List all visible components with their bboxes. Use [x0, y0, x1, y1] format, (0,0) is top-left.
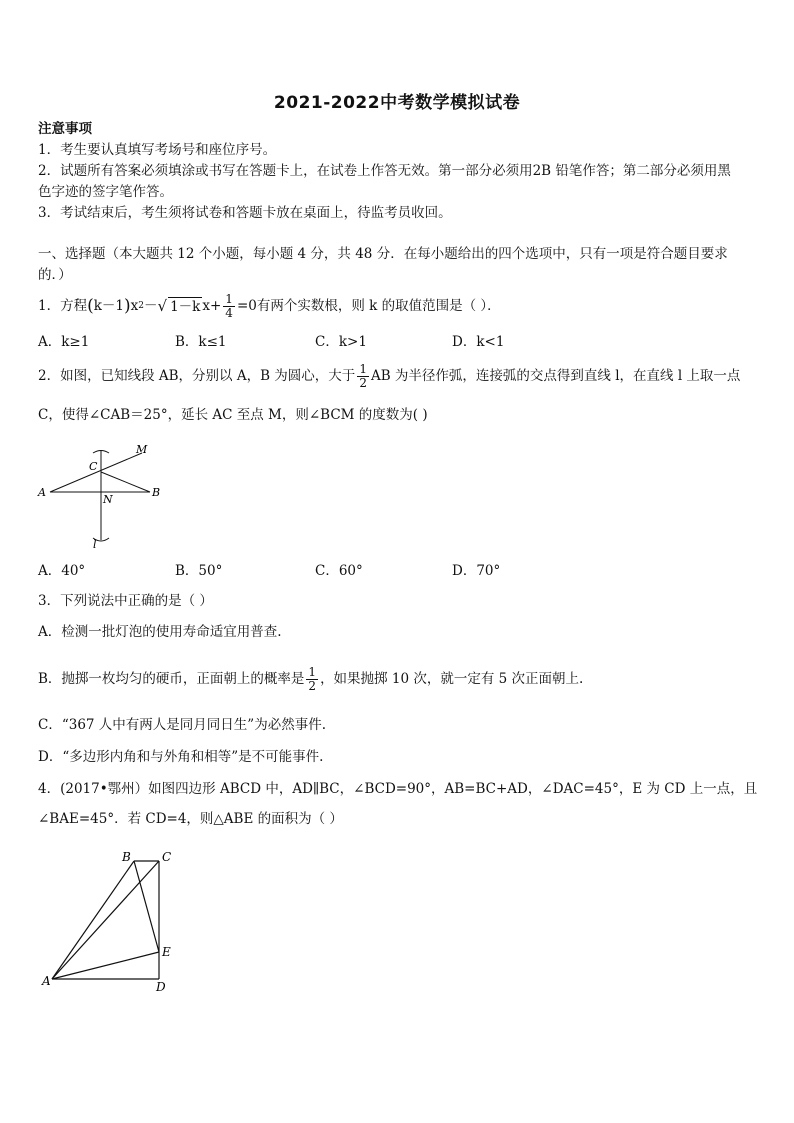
notice-item-2-cont: 色字迹的签字笔作答。	[38, 184, 173, 200]
q1-frac-num: 1	[225, 291, 233, 306]
q2-option-d: D．70°	[452, 563, 501, 579]
q1-exponent: 2	[138, 301, 145, 311]
section-heading-cont: 的．）	[38, 267, 72, 283]
q3-frac-den: 2	[308, 678, 317, 693]
label-b: B	[122, 850, 131, 864]
q3-option-c: C．“367 人中有两人是同月同日生”为必然事件.	[38, 717, 326, 733]
segment-ac	[52, 861, 159, 979]
q1-suffix: 有两个实数根，则 k 的取值范围是（ ）．	[256, 298, 501, 314]
notice-heading: 注意事项	[38, 121, 92, 137]
label-b: B	[152, 486, 161, 499]
q1-expr-k: k－1	[93, 298, 125, 314]
q1-x-plus: x+	[202, 298, 222, 314]
label-c: C	[162, 850, 172, 864]
question-3-stem: 3．下列说法中正确的是（ ）	[38, 593, 213, 609]
notice-item-3: 3．考试结束后，考生须将试卷和答题卡放在桌面上，待监考员收回。	[38, 205, 452, 221]
q4-figure	[38, 846, 178, 996]
label-l: l	[93, 538, 97, 551]
q2-frac-den: 2	[359, 375, 367, 390]
q1-option-b: B．k≤1	[175, 334, 227, 350]
sqrt-sign-icon: √	[157, 297, 168, 315]
notice-item-1: 1．考生要认真填写考场号和座位序号。	[38, 142, 277, 158]
q3-fraction	[306, 666, 318, 693]
q1-option-c: C．k>1	[315, 334, 367, 350]
label-e: E	[162, 945, 171, 959]
question-4-stem: 4．(2017•鄂州）如图四边形 ABCD 中，AD∥BC，∠BCD=90°，AB=BC+AD，∠DAC=45°，E 为 CD 上一点，且	[38, 781, 758, 797]
q1-expr-x: x	[130, 298, 139, 314]
label-c: C	[89, 460, 98, 473]
q2-option-b: B．50°	[175, 563, 223, 579]
q2-part2: AB 为半径作弧，连接弧的交点得到直线 l，在直线 l 上取一点	[370, 368, 741, 384]
q1-minus: －	[144, 298, 158, 314]
q3-option-b-part2: ，如果抛掷 10 次，就一定有 5 次正面朝上.	[320, 671, 584, 687]
q3-option-d: D．“多边形内角和与外角和相等”是不可能事件.	[38, 749, 324, 765]
q1-sqrt-body: 1－k	[170, 298, 201, 315]
segment-cb	[101, 472, 150, 492]
q1-eq: =0	[236, 298, 257, 314]
q3-option-b	[38, 660, 583, 698]
q2-part1: 2．如图，已知线段 AB，分别以 A，B 为圆心，大于	[38, 368, 356, 384]
q2-figure	[30, 440, 170, 552]
q1-prefix: 1．方程	[38, 298, 88, 314]
q2-frac-num: 1	[359, 361, 367, 376]
q3-option-b-part1: B．抛掷一枚均匀的硬币，正面朝上的概率是	[38, 671, 305, 687]
label-d: D	[156, 980, 166, 994]
q3-frac-num: 1	[308, 664, 317, 679]
q2-option-a: A．40°	[38, 563, 86, 579]
q2-option-c: C．60°	[315, 563, 363, 579]
label-n: N	[103, 493, 113, 506]
label-a: A	[42, 974, 51, 988]
q1-frac-den: 4	[225, 305, 233, 320]
q1-option-a: A．k≥1	[38, 334, 90, 350]
notice-item-2: 2．试题所有答案必须填涂或书写在答题卡上，在试卷上作答无效。第一部分必须用2B 铅笔作答；第二部分必须用黑	[38, 163, 731, 179]
question-2-stem	[38, 358, 740, 394]
label-a: A	[38, 486, 46, 499]
q1-fraction	[223, 293, 235, 320]
page-title: 2021-2022中考数学模拟试卷	[273, 93, 521, 113]
q1-paren-close: )	[124, 296, 131, 316]
q1-option-d: D．k<1	[452, 334, 505, 350]
question-1-stem	[38, 290, 501, 322]
q2-fraction	[357, 363, 369, 390]
q3-option-a: A．检测一批灯泡的使用寿命适宜用普查.	[38, 624, 282, 640]
label-m: M	[136, 443, 148, 456]
q1-paren-open: (	[87, 296, 94, 316]
q2-stem-cont: C，使得∠CAB＝25°，延长 AC 至点 M，则∠BCM 的度数为( )	[38, 407, 428, 423]
section-heading: 一、选择题（本大题共 12 个小题，每小题 4 分，共 48 分．在每小题给出的四个选项中，只有一项是符合题目要求	[38, 246, 728, 262]
question-4-stem-cont: ∠BAE=45°．若 CD=4，则△ABE 的面积为（ ）	[38, 811, 343, 827]
